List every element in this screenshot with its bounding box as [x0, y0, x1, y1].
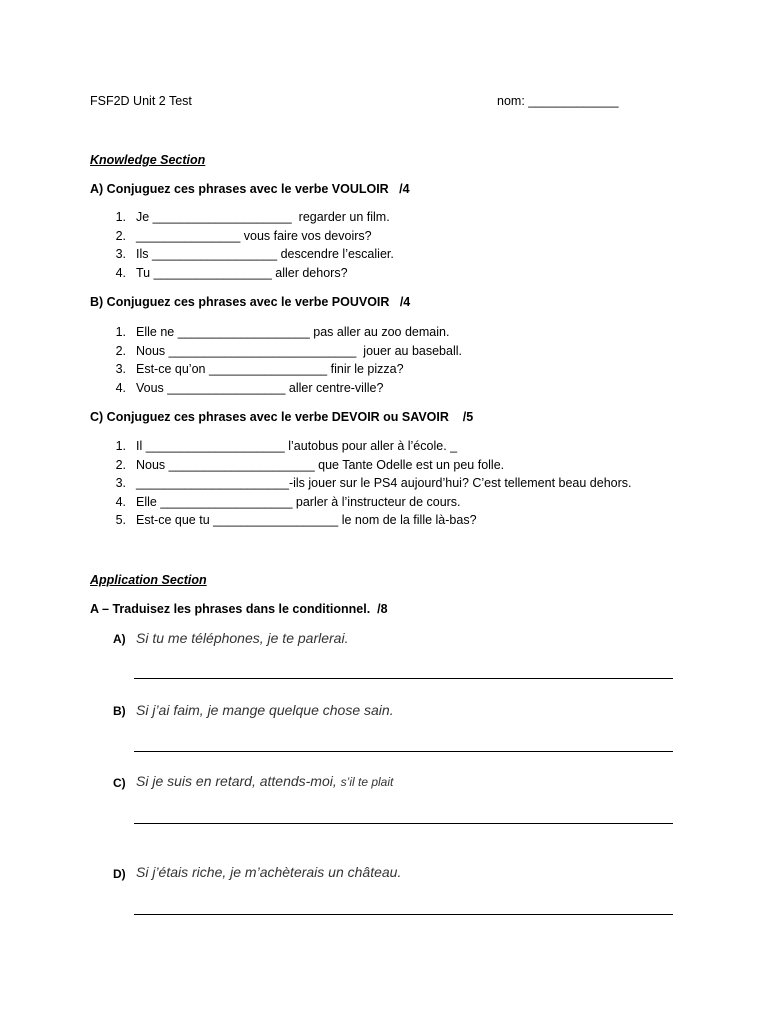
item-number: 4.: [115, 494, 126, 509]
section-a-heading: A) Conjuguez ces phrases avec le verbe VOULOIR /4: [90, 182, 410, 196]
translation-letter: D): [113, 867, 126, 881]
prompt-suffix: s’il te plait: [340, 775, 394, 789]
item-text: Ils __________________ descendre l’escalier.: [136, 247, 394, 261]
item-number: 4.: [115, 380, 126, 395]
item-number: 2.: [115, 228, 126, 243]
list-item: [90, 456, 632, 475]
answer-line[interactable]: [134, 678, 673, 679]
list-item: [90, 245, 394, 264]
application-section-heading: Application Section: [90, 573, 207, 587]
list-item: [90, 437, 632, 456]
list-item: [90, 379, 462, 398]
item-text: Il ____________________ l’autobus pour aller à l’école. _: [136, 439, 458, 453]
item-text: Elle ne ___________________ pas aller au zoo demain.: [136, 325, 450, 339]
item-text: Nous ___________________________ jouer au baseball.: [136, 343, 462, 358]
list-item: [90, 474, 632, 493]
item-text: ______________________-ils jouer sur le PS4 aujourd’hui? C’est tellement beau dehors.: [136, 476, 632, 490]
translation-prompt: [136, 630, 348, 646]
translation-prompt: [136, 702, 394, 718]
item-text: Tu _________________ aller dehors?: [136, 265, 348, 280]
item-text: Est-ce que tu __________________ le nom de la fille là-bas?: [136, 513, 477, 527]
item-text: Elle ___________________ parler à l’instructeur de cours.: [136, 494, 461, 509]
item-text: Nous _____________________ que Tante Odelle est un peu folle.: [136, 457, 505, 472]
translation-letter: C): [113, 776, 126, 790]
item-number: 1.: [115, 325, 126, 339]
test-title: FSF2D Unit 2 Test: [90, 94, 192, 108]
list-item: [90, 493, 632, 512]
section-b-heading: B) Conjuguez ces phrases avec le verbe POUVOIR /4: [90, 295, 411, 309]
item-number: 3.: [115, 476, 126, 490]
answer-line[interactable]: [134, 823, 673, 824]
section-b-list: [90, 323, 462, 397]
section-c-list: [90, 437, 632, 530]
list-item: [90, 208, 394, 227]
knowledge-section-heading: Knowledge Section: [90, 153, 206, 167]
item-number: 4.: [115, 265, 126, 280]
item-number: 2.: [115, 343, 126, 358]
item-number: 1.: [115, 210, 126, 224]
translation-letter: B): [113, 704, 126, 718]
item-text: Vous _________________ aller centre-ville?: [136, 380, 384, 395]
list-item: [90, 264, 394, 283]
answer-line[interactable]: [134, 751, 673, 752]
list-item: [90, 360, 462, 379]
item-text: _______________ vous faire vos devoirs?: [136, 228, 372, 243]
list-item: [90, 323, 462, 342]
prompt-text: Si j’étais riche, je m’achèterais un château.: [136, 864, 402, 880]
section-a-list: [90, 208, 394, 282]
list-item: [90, 511, 632, 530]
prompt-text: Si j’ai faim, je mange quelque chose sain.: [136, 702, 394, 718]
item-number: 2.: [115, 457, 126, 472]
item-number: 3.: [115, 247, 126, 261]
translation-prompt: [136, 773, 393, 789]
translation-prompt: [136, 864, 401, 880]
list-item: [90, 342, 462, 361]
prompt-text: Si tu me téléphones, je te parlerai.: [136, 630, 349, 646]
section-c-heading: C) Conjuguez ces phrases avec le verbe DEVOIR ou SAVOIR /5: [90, 410, 474, 424]
prompt-text: Si je suis en retard, attends-moi,: [136, 773, 341, 789]
translation-letter: A): [113, 632, 126, 646]
item-number: 3.: [115, 362, 126, 376]
application-instruction: A – Traduisez les phrases dans le conditionnel. /8: [90, 602, 388, 616]
answer-line[interactable]: [134, 914, 673, 915]
name-field-label: nom: _____________: [497, 94, 619, 108]
item-text: Je ____________________ regarder un film.: [136, 210, 390, 224]
list-item: [90, 227, 394, 246]
item-number: 1.: [115, 439, 126, 453]
item-text: Est-ce qu’on _________________ finir le pizza?: [136, 362, 404, 376]
item-number: 5.: [115, 513, 126, 527]
